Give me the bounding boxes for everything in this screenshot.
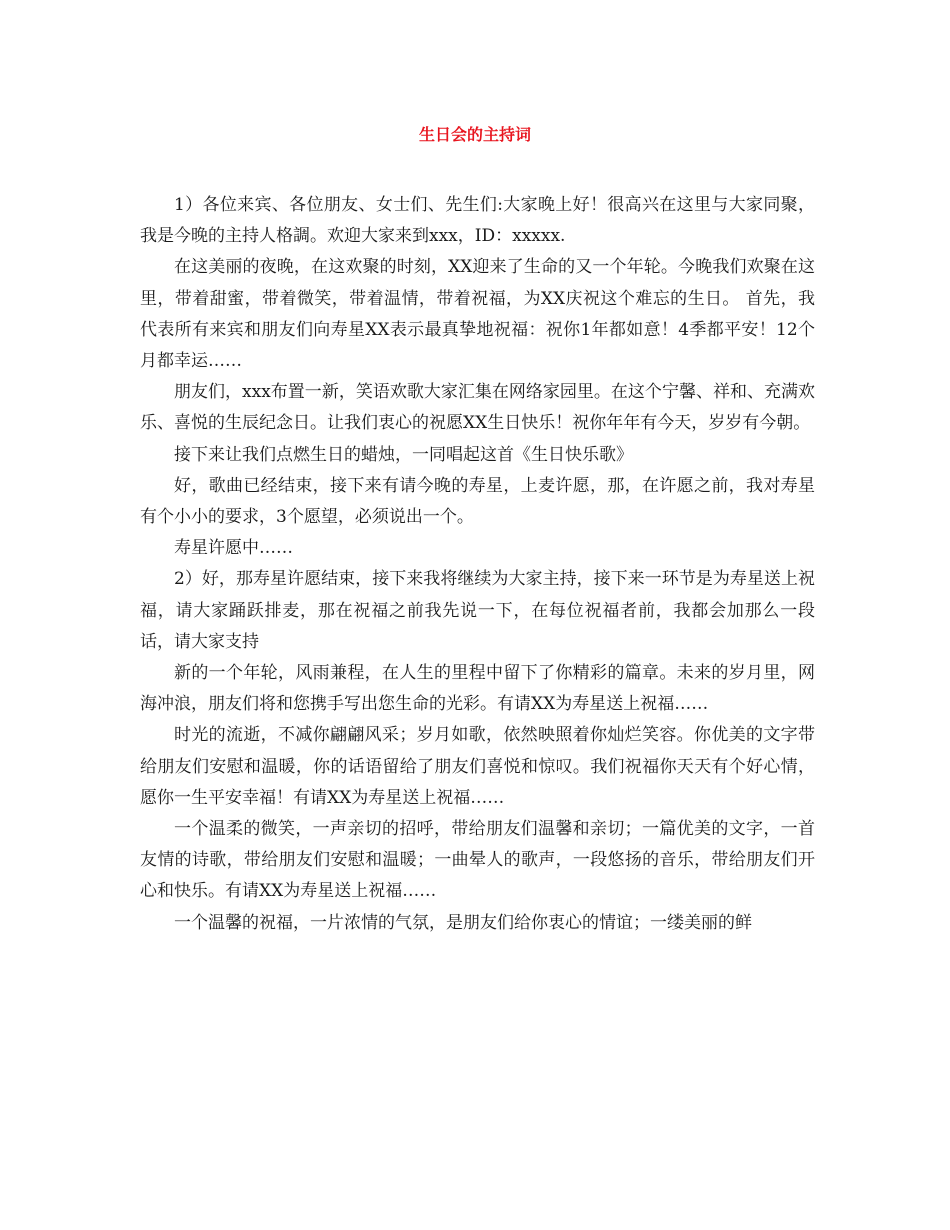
paragraph-1: 1）各位来宾、各位朋友、女士们、先生们:大家晚上好！很高兴在这里与大家同聚，我是今晚的主持人格調。欢迎大家来到xxx，ID：xxxxx.	[140, 195, 815, 247]
paragraph-5: 好，歌曲已经结束，接下来有请今晚的寿星，上麦许愿，那，在许愿之前，我对寿星有个小小的要求，3个愿望，必须说出一个。	[140, 475, 815, 528]
paragraph-3: 朋友们，xxx布置一新，笑语欢歌大家汇集在网络家园里。在这个宁馨、祥和、充满欢乐、喜悦的生辰纪念日。让我们衷心的祝愿XX生日快乐！祝你年年有今天，岁岁有今朝。	[140, 382, 815, 434]
document-title: 生日会的主持词	[418, 125, 531, 144]
paragraph-2: 在这美丽的夜晚，在这欢聚的时刻，XX迎来了生命的又一个年轮。今晚我们欢聚在这里，带着甜蜜，带着微笑，带着温情，带着祝福，为XX庆祝这个难忘的生日。 首先，我代表所有来宾和朋友们向寿星XX表示最真挚地祝福：祝你1年都如意！4季都平安！12个月都幸运……	[140, 257, 815, 372]
paragraph-4: 接下来让我们点燃生日的蜡烛，一同唱起这首《生日快乐歌》	[174, 444, 633, 465]
paragraph-8: 新的一个年轮，风雨兼程，在人生的里程中留下了你精彩的篇章。未来的岁月里，网海冲浪，朋友们将和您携手写出您生命的光彩。有请XX为寿星送上祝福……	[140, 663, 815, 715]
paragraph-10: 一个温柔的微笑，一声亲切的招呼，带给朋友们温馨和亲切；一篇优美的文字，一首友情的诗歌，带给朋友们安慰和温暖；一曲晕人的歌声，一段悠扬的音乐，带给朋友们开心和快乐。有请XX为寿星送上祝福……	[140, 819, 815, 902]
paragraph-9: 时光的流逝，不减你翩翩风采；岁月如歌，依然映照着你灿烂笑容。你优美的文字带给朋友们安慰和温暖，你的话语留给了朋友们喜悦和惊叹。我们祝福你天天有个好心情，愿你一生平安幸福！有请XX为寿星送上祝福……	[140, 725, 815, 808]
paragraph-7: 2）好，那寿星许愿结束，接下来我将继续为大家主持，接下来一环节是为寿星送上祝福，请大家踊跃排麦，那在祝福之前我先说一下，在每位祝福者前，我都会加那么一段话，请大家支持	[140, 569, 815, 652]
paragraph-11: 一个温馨的祝福，一片浓情的气氛，是朋友们给你衷心的情谊；一缕美丽的鲜	[174, 912, 752, 933]
paragraph-6: 寿星许愿中……	[174, 538, 293, 559]
document-body	[140, 190, 815, 939]
